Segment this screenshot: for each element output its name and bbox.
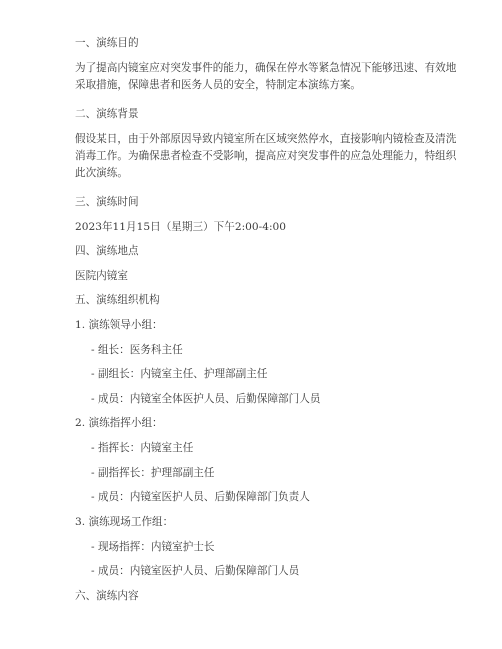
section-heading-background: 二、演练背景 [75, 108, 139, 120]
section-heading-location: 四、演练地点 [75, 245, 139, 257]
list-item: - 成员：内镜室医护人员、后勤保障部门人员 [91, 565, 300, 577]
group-title-leadership: 1. 演练领导小组： [75, 319, 163, 331]
drill-location-value: 医院内镜室 [75, 270, 128, 282]
background-paragraph-line-3: 此次演练。 [75, 167, 128, 179]
list-item: - 副指挥长：护理部副主任 [91, 467, 215, 479]
list-item: - 成员：内镜室全体医护人员、后勤保障部门人员 [91, 393, 321, 405]
purpose-paragraph-line-2: 采取措施，保障患者和医务人员的安全，特制定本演练方案。 [75, 79, 362, 91]
drill-time-value: 2023年11月15日（星期三）下午2:00-4:00 [75, 221, 287, 233]
section-heading-time: 三、演练时间 [75, 196, 139, 208]
background-paragraph-line-2: 消毒工作。为确保患者检查不受影响，提高应对突发事件的应急处理能力，特组织 [75, 150, 457, 162]
list-item: - 组长：医务科主任 [91, 344, 183, 356]
section-heading-purpose: 一、演练目的 [75, 37, 139, 49]
list-item: - 成员：内镜室医护人员、后勤保障部门负责人 [91, 491, 310, 503]
group-title-field-work: 3. 演练现场工作组： [75, 516, 174, 528]
section-heading-content: 六、演练内容 [75, 590, 139, 602]
list-item: - 副组长：内镜室主任、护理部副主任 [91, 368, 268, 380]
purpose-paragraph-line-1: 为了提高内镜室应对突发事件的能力，确保在停水等紧急情况下能够迅速、有效地 [75, 62, 457, 74]
list-item: - 现场指挥：内镜室护士长 [91, 541, 215, 553]
background-paragraph-line-1: 假设某日，由于外部原因导致内镜室所在区域突然停水，直接影响内镜检查及清洗 [75, 133, 457, 145]
section-heading-organization: 五、演练组织机构 [75, 294, 160, 306]
list-item: - 指挥长：内镜室主任 [91, 442, 194, 454]
group-title-command: 2. 演练指挥小组： [75, 417, 163, 429]
